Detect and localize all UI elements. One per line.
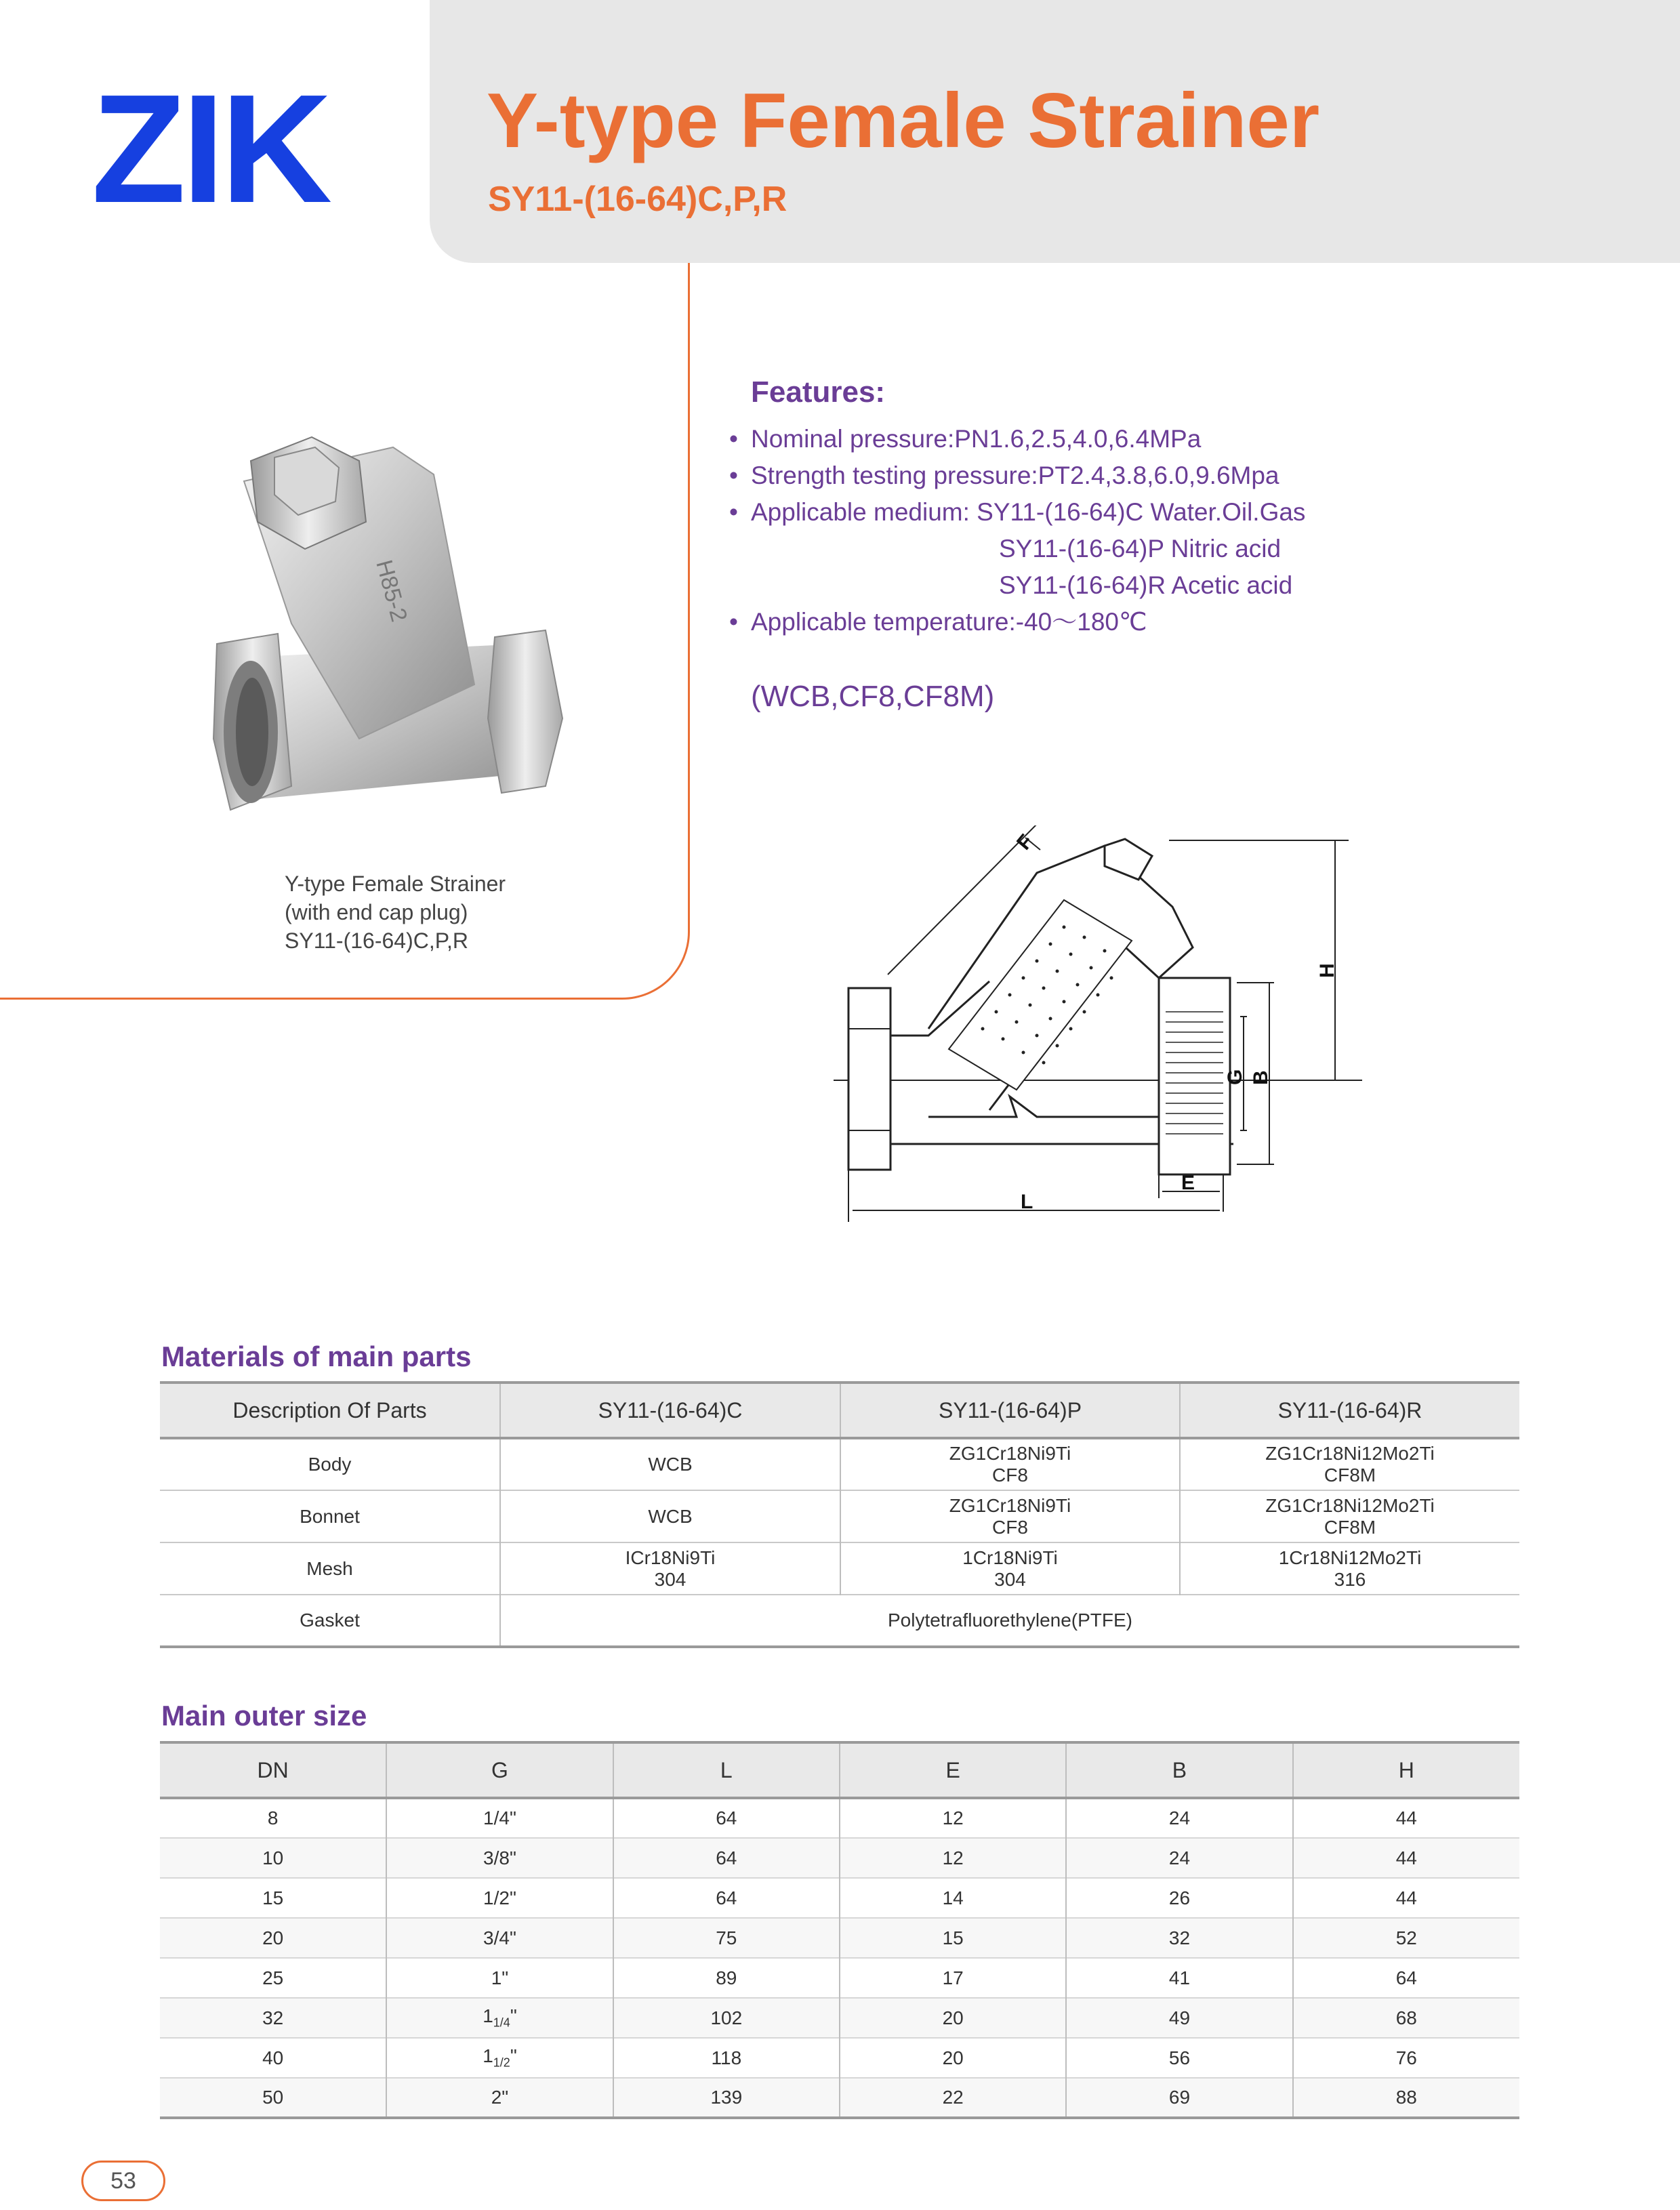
svg-text:H: H	[1316, 963, 1338, 978]
caption-line: SY11-(16-64)C,P,R	[285, 928, 468, 953]
feature-item: • Strength testing pressure:PT2.4,3.8,6.0,9.6Mpa	[729, 462, 1279, 489]
table-header: H	[1293, 1742, 1519, 1798]
table-header: DN	[160, 1742, 386, 1798]
svg-text:E: E	[1181, 1172, 1195, 1194]
page-number: 53	[81, 2161, 165, 2201]
page-title: Y-type Female Strainer	[487, 78, 1320, 164]
svg-text:L: L	[1021, 1191, 1033, 1213]
svg-text:H85-2: H85-2	[371, 557, 412, 625]
table-row: 8 1/4" 64 12 24 44	[160, 1798, 1519, 1838]
table-header: B	[1066, 1742, 1292, 1798]
svg-text:F: F	[1012, 830, 1038, 855]
feature-item: • Nominal pressure:PN1.6,2.5,4.0,6.4MPa	[729, 425, 1202, 453]
table-row: 20 3/4" 75 15 32 52	[160, 1918, 1519, 1958]
table-header: SY11-(16-64)R	[1180, 1383, 1519, 1438]
dimension-diagram	[834, 825, 1376, 1225]
table-row: 40 $1_{1/2}$" 118 20 56 76	[160, 2038, 1519, 2078]
table-header: G	[386, 1742, 613, 1798]
table-row: 50 2" 139 22 69 88	[160, 2078, 1519, 2118]
model-subtitle: SY11-(16-64)C,P,R	[488, 180, 787, 219]
table-row: Gasket Polytetrafluorethylene(PTFE)	[160, 1595, 1519, 1647]
features-list	[729, 421, 1305, 640]
materials-section-title: Materials of main parts	[161, 1341, 472, 1372]
sizes-section-title: Main outer size	[161, 1700, 367, 1732]
table-row: Bonnet WCB ZG1Cr18Ni9Ti CF8 ZG1Cr18Ni12Mo2Ti CF8M	[160, 1490, 1519, 1542]
feature-item: SY11-(16-64)P Nitric acid	[999, 535, 1282, 562]
materials-note: (WCB,CF8,CF8M)	[751, 680, 995, 713]
table-header: E	[840, 1742, 1066, 1798]
materials-table	[160, 1381, 1519, 1648]
feature-item: SY11-(16-64)R Acetic acid	[999, 571, 1293, 599]
table-row: Body WCB ZG1Cr18Ni9Ti CF8 ZG1Cr18Ni12Mo2Ti CF8M	[160, 1438, 1519, 1490]
svg-text:G: G	[1224, 1069, 1246, 1085]
product-caption	[285, 869, 506, 955]
feature-item: • Applicable temperature:-40～180℃	[729, 608, 1147, 636]
brand-logo: ZIK	[91, 63, 329, 235]
feature-item: • Applicable medium: SY11-(16-64)C Water.Oil.Gas	[729, 498, 1306, 526]
table-row: 15 1/2" 64 14 26 44	[160, 1878, 1519, 1918]
svg-text:B: B	[1250, 1070, 1272, 1085]
features-title: Features:	[751, 375, 886, 409]
table-row: 32 $1_{1/4}$" 102 20 49 68	[160, 1998, 1519, 2038]
table-row: Mesh ICr18Ni9Ti 304 1Cr18Ni9Ti 304 1Cr18Ni12Mo2Ti 316	[160, 1542, 1519, 1595]
caption-line: (with end cap plug)	[285, 900, 468, 924]
table-header: SY11-(16-64)P	[840, 1383, 1180, 1438]
caption-line: Y-type Female Strainer	[285, 872, 506, 896]
table-header: Description Of Parts	[160, 1383, 500, 1438]
table-header: SY11-(16-64)C	[500, 1383, 840, 1438]
table-row: 10 3/8" 64 12 24 44	[160, 1838, 1519, 1878]
table-header: L	[613, 1742, 840, 1798]
table-row: 25 1" 89 17 41 64	[160, 1958, 1519, 1998]
sizes-table	[160, 1741, 1519, 2119]
product-photo	[203, 420, 583, 827]
